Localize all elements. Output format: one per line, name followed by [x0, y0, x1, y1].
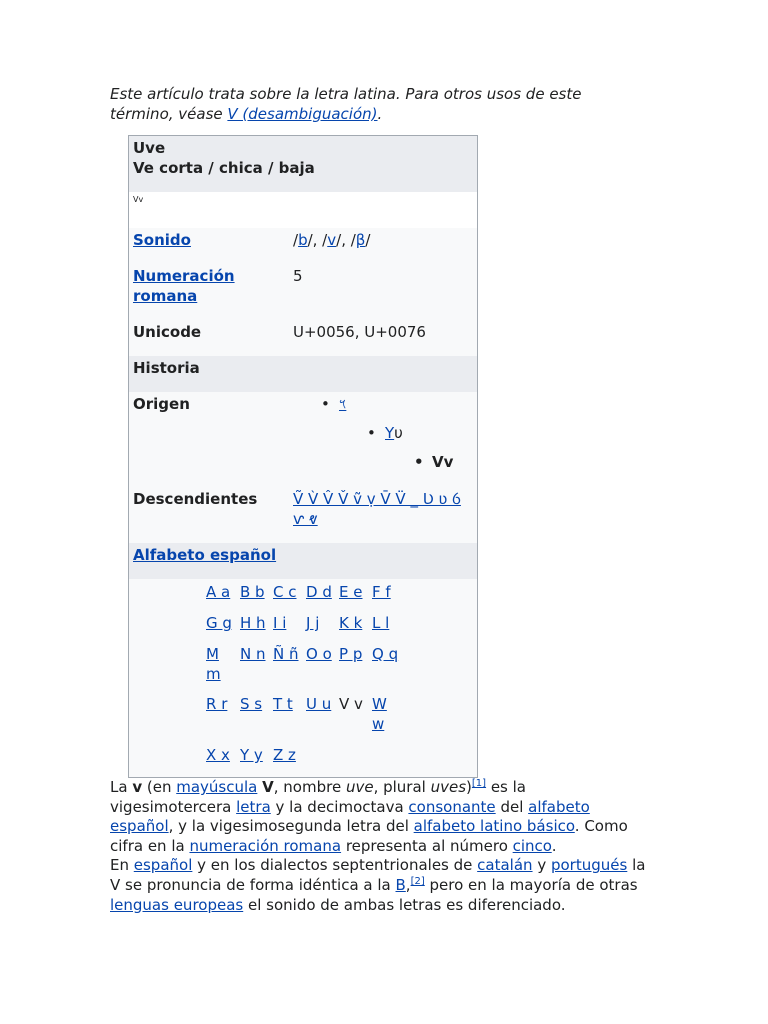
text: )	[466, 778, 472, 796]
phoenician-waw-link[interactable]: 𐤅	[339, 395, 347, 413]
hatnote-text: Este artículo trata sobre la letra latina. Para otros usos de este término, véase	[110, 85, 582, 123]
alphabet-current-letter: V v	[339, 695, 363, 713]
text: del	[495, 797, 529, 816]
portugues-link[interactable]: portugués	[550, 856, 628, 875]
text: el sonido de ambas letras es diferenciado.	[243, 895, 566, 914]
alphabet-letter-link[interactable]: Q q	[372, 645, 399, 663]
text: , plural	[373, 778, 431, 796]
infobox-header	[129, 136, 477, 192]
phoneme-beta-link[interactable]: β	[355, 231, 366, 249]
reference-1-link[interactable]: [1]	[471, 778, 487, 789]
upsilon-lower: υ	[394, 424, 403, 442]
alphabet-letter-link[interactable]: F f	[372, 583, 391, 601]
text: En	[110, 856, 134, 875]
text: La	[110, 778, 133, 796]
numeracion-value: 5	[293, 267, 303, 285]
article-body	[110, 778, 650, 915]
sonido-link[interactable]: Sonido	[133, 231, 191, 249]
upsilon-link[interactable]: Υ	[385, 424, 395, 442]
alphabet-letter-link[interactable]: Z z	[273, 746, 296, 764]
numeracion-romana-link[interactable]: numeración romana	[189, 836, 342, 855]
alphabet-letter-link[interactable]: S s	[240, 695, 263, 713]
historia-label: Historia	[133, 359, 200, 377]
sonido-text: /, /	[307, 231, 328, 249]
alphabet-letter-link[interactable]: P p	[339, 645, 363, 663]
descendientes-links[interactable]: ⱱ ⱴ	[293, 510, 318, 528]
alphabet-letter-link[interactable]: B b	[240, 583, 265, 601]
alfabeto-espanol-link[interactable]: Alfabeto español	[133, 546, 277, 564]
text: es la vigesimotercera	[110, 778, 527, 816]
alphabet-letter-link[interactable]: K k	[339, 614, 363, 632]
text: , y la vigesimosegunda letra del	[168, 817, 414, 836]
origen-item	[339, 394, 346, 414]
catalan-link[interactable]: catalán	[477, 856, 533, 875]
hatnote-suffix: .	[377, 105, 383, 123]
hatnote	[110, 84, 630, 124]
infobox-image	[129, 192, 477, 228]
lenguas-europeas-link[interactable]: lenguas europeas	[110, 895, 244, 914]
alphabet-letter-link[interactable]: R r	[206, 695, 228, 713]
alphabet-letter-link[interactable]: D d	[306, 583, 332, 601]
row-unicode	[129, 320, 477, 356]
descendientes-label: Descendientes	[133, 490, 258, 508]
letter-b-link[interactable]: B	[395, 875, 406, 894]
unicode-label: Unicode	[133, 323, 202, 341]
text: y en los dialectos septentrionales de	[192, 856, 478, 875]
row-alfabeto-header	[129, 543, 477, 579]
alfabeto-espanol-link[interactable]: alfabeto español	[110, 797, 590, 836]
alphabet-letter-link[interactable]: U u	[306, 695, 332, 713]
alphabet-letter-link[interactable]: O o	[306, 645, 332, 663]
espanol-link[interactable]: español	[133, 856, 193, 875]
text: .	[551, 836, 557, 855]
row-numeracion	[129, 264, 477, 320]
text-bold: V	[262, 778, 274, 796]
row-sonido	[129, 228, 477, 264]
text: representa al número	[341, 836, 513, 855]
text: ,	[405, 875, 411, 894]
text: y	[532, 856, 551, 875]
row-descendientes	[129, 487, 477, 543]
origen-label: Origen	[133, 395, 190, 413]
numeracion-romana-link[interactable]: Numeración romana	[133, 267, 235, 305]
phoneme-b-link[interactable]: b	[298, 231, 308, 249]
alphabet-grid	[129, 579, 477, 777]
alphabet-letter-link[interactable]: M m	[206, 645, 221, 683]
origen-item	[432, 452, 453, 472]
sonido-text: /	[293, 231, 299, 249]
reference-2-link[interactable]: [2]	[410, 875, 425, 887]
alphabet-letter-link[interactable]: H h	[240, 614, 266, 632]
row-origen	[129, 392, 477, 492]
text: pero en la mayoría de otras	[424, 875, 638, 894]
alphabet-letter-link[interactable]: E e	[339, 583, 363, 601]
alphabet-letter-link[interactable]: I i	[273, 614, 287, 632]
text: y la decimoctava	[270, 797, 409, 816]
text: . Como cifra en la	[110, 817, 628, 855]
alphabet-letter-link[interactable]: A a	[206, 583, 231, 601]
text-italic: uves	[430, 778, 467, 796]
disambiguation-link[interactable]: V (desambiguación)	[227, 105, 378, 123]
mayuscula-link[interactable]: mayúscula	[176, 778, 258, 796]
alphabet-letter-link[interactable]: T t	[273, 695, 293, 713]
descendientes-links[interactable]: Ṽ V̀ V̂ V̌ ṽ ṿ V̄ V̈ _ Ʋ ʋ ỽ	[293, 490, 461, 508]
alphabet-letter-link[interactable]: G g	[206, 614, 232, 632]
infobox	[128, 135, 478, 778]
cinco-link[interactable]: cinco	[512, 836, 552, 855]
unicode-value: U+0056, U+0076	[293, 323, 426, 341]
alphabet-letter-link[interactable]: Y y	[240, 746, 263, 764]
text-italic: uve	[345, 778, 374, 796]
origen-item	[385, 423, 403, 443]
sonido-text: /, /	[336, 231, 356, 249]
alphabet-letter-link[interactable]: Ñ ñ	[273, 645, 299, 663]
phoneme-v-link[interactable]: v	[327, 231, 337, 249]
text: , nombre	[273, 778, 346, 796]
alphabet-letter-link[interactable]: J j	[306, 614, 320, 632]
descendientes-value	[293, 489, 473, 529]
text: (en	[142, 778, 177, 796]
alphabet-letter-link[interactable]: W w	[372, 695, 387, 733]
text-bold: v	[132, 778, 143, 796]
image-caption: Vv	[133, 195, 144, 204]
alphabet-letter-link[interactable]: C c	[273, 583, 297, 601]
alphabet-letter-link[interactable]: L l	[372, 614, 390, 632]
row-historia	[129, 356, 477, 392]
infobox-subtitle: Ve corta / chica / baja	[133, 159, 315, 177]
alphabet-letter-link[interactable]: N n	[240, 645, 266, 663]
consonante-link[interactable]: consonante	[408, 797, 496, 816]
sonido-value	[293, 230, 370, 250]
infobox-title: Uve	[133, 139, 166, 157]
text: la V se pronuncia de forma idéntica a la	[110, 856, 646, 894]
letra-link[interactable]: letra	[236, 797, 271, 816]
sonido-text: /	[365, 231, 371, 249]
alfabeto-latino-link[interactable]: alfabeto latino básico	[413, 817, 575, 836]
origen-current-letter: Vv	[432, 453, 454, 471]
alphabet-letter-link[interactable]: X x	[206, 746, 230, 764]
